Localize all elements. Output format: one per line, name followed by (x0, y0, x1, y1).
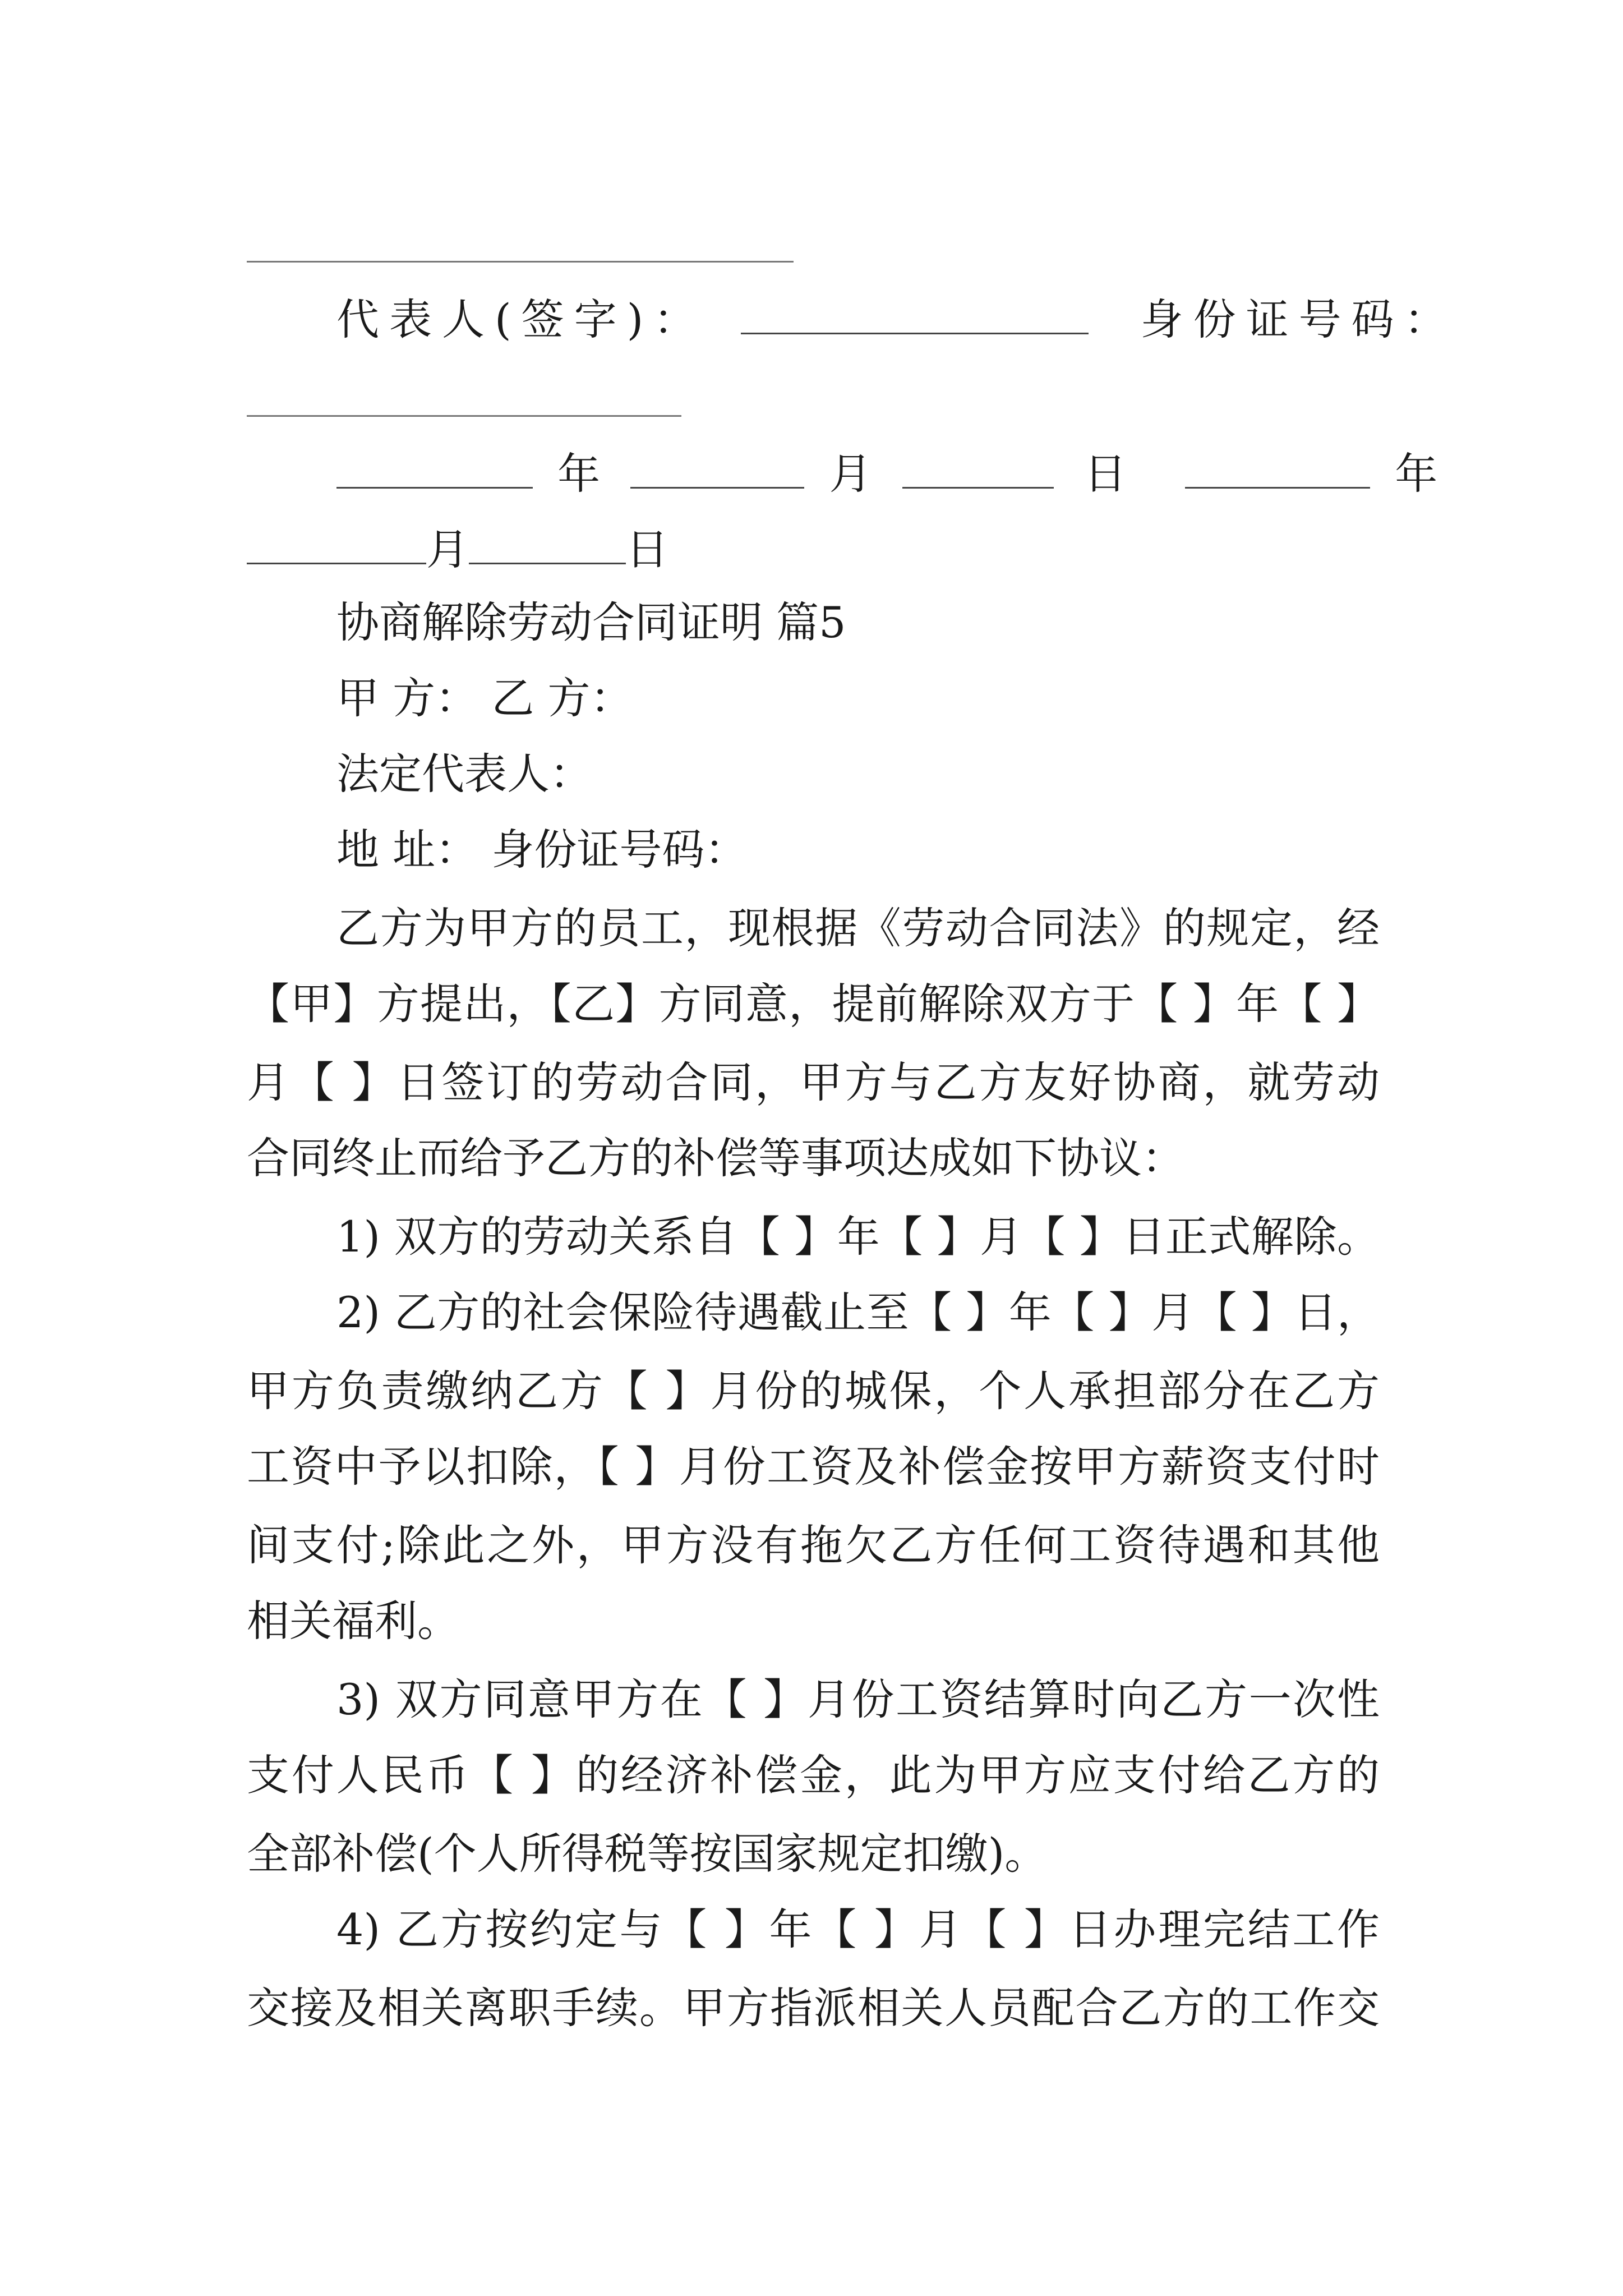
id-label: 身份证号码： (1140, 295, 1457, 344)
month-blank (630, 453, 804, 489)
clause-3-line-2: 支付人民币【 】的经济补偿金，此为甲方应支付给乙方的 (247, 1750, 1380, 1800)
clause-2-line-4: 间支付;除此之外，甲方没有拖欠乙方任何工资待遇和其他 (247, 1520, 1380, 1570)
month-blank-2 (247, 529, 426, 564)
clause-2-line-3: 工资中予以扣除，【 】月份工资及补偿金按甲方薪资支付时 (247, 1442, 1380, 1492)
section-title: 协商解除劳动合同证明 篇5 (336, 597, 846, 647)
parties-line: 甲 方： 乙 方： (336, 673, 633, 723)
date-line-2 (247, 522, 1380, 578)
rep-label: 代表人(签字)： (336, 295, 707, 344)
day-label-2: 日 (626, 524, 668, 574)
year-label: 年 (557, 449, 601, 499)
body-line-2: 【甲】方提出，【乙】方同意，提前解除双方于【 】年【 】 (247, 979, 1380, 1029)
day-blank-2 (469, 529, 626, 564)
clause-2-line-1: 2) 乙方的社会保险待遇截止至【 】年【 】月【 】日， (336, 1287, 1380, 1337)
body-line-3: 月【 】日签订的劳动合同，甲方与乙方友好协商，就劳动 (247, 1057, 1380, 1107)
clause-4-line-2: 交接及相关离职手续。甲方指派相关人员配合乙方的工作交 (247, 1983, 1380, 2033)
year-blank (336, 453, 533, 489)
clause-3-line-3: 全部补偿(个人所得税等按国家规定扣缴)。 (247, 1829, 1048, 1879)
year-label-2: 年 (1395, 449, 1438, 499)
body-line-4: 合同终止而给予乙方的补偿等事项达成如下协议： (247, 1133, 1184, 1183)
signature-line (247, 261, 794, 263)
clause-3-line-1: 3) 双方同意甲方在【 】月份工资结算时向乙方一次性 (336, 1674, 1380, 1724)
signature-blank (741, 299, 1089, 334)
clause-2-line-2: 甲方负责缴纳乙方【 】月份的城保，个人承担部分在乙方 (247, 1366, 1380, 1416)
day-label: 日 (1083, 449, 1127, 499)
body-line-1: 乙方为甲方的员工，现根据《劳动合同法》的规定，经 (336, 903, 1380, 953)
month-label: 月 (829, 449, 872, 499)
legal-representative-line: 法定代表人： (336, 749, 592, 799)
address-id-line: 地 址： 身份证号码： (336, 825, 748, 875)
month-label-2: 月 (426, 524, 469, 574)
clause-2-line-5: 相关福利。 (247, 1596, 460, 1646)
date-line-1 (336, 446, 1438, 502)
clause-1: 1) 双方的劳动关系自【 】年【 】月【 】日正式解除。 (336, 1212, 1380, 1262)
day-blank (902, 453, 1054, 489)
id-number-line (247, 415, 681, 417)
year-blank-2 (1185, 453, 1370, 489)
representative-signature-line (336, 292, 1457, 348)
clause-4-line-1: 4) 乙方按约定与【 】年【 】月【 】日办理完结工作 (336, 1904, 1380, 1954)
